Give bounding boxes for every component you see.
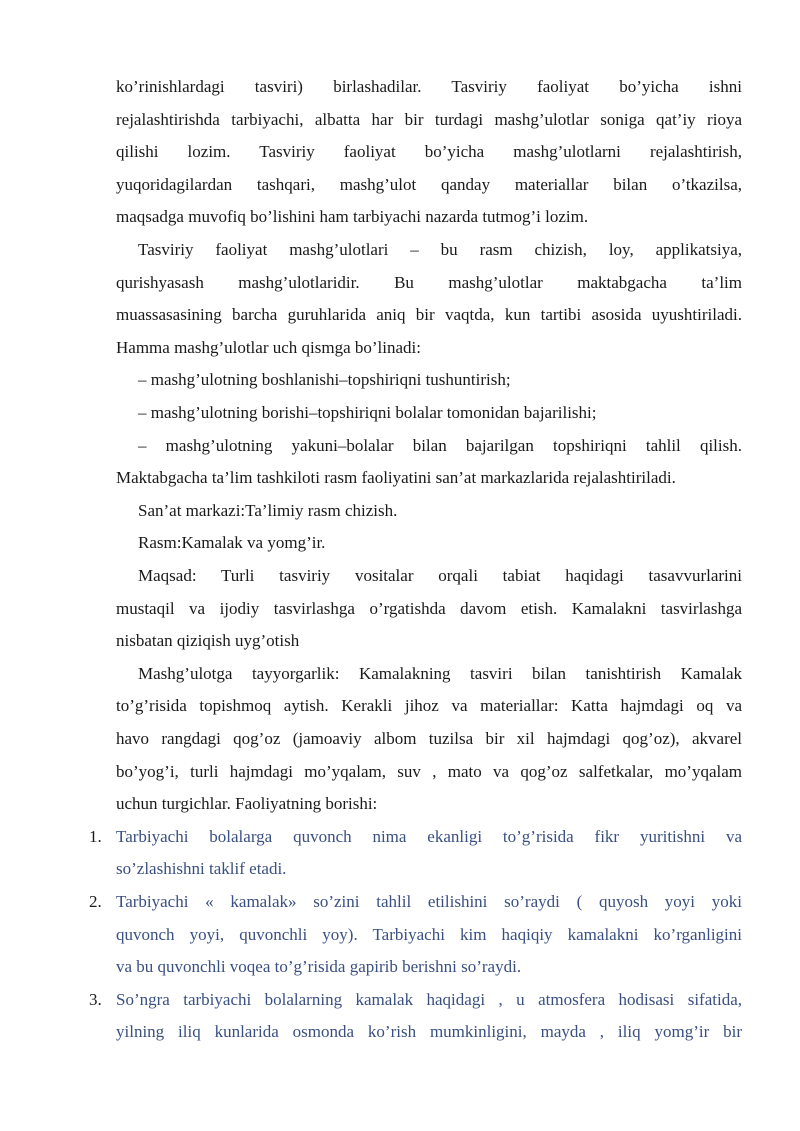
list-number: 3.	[89, 989, 102, 1009]
goal-line: Maqsad: Turli tasviriy vositalar orqali tabiat haqidagi tasavvurlarini	[138, 566, 742, 585]
preparation-line: havo rangdagi qog’oz (jamoaviy albom tuzilsa bir xil hajmdagi qog’oz), akvarel	[116, 729, 742, 748]
paragraph-line: muassasasining barcha guruhlarida aniq bir vaqtda, kun tartibi asosida uyushtiriladi.	[116, 305, 742, 325]
list-item-line: Tarbiyachi « kamalak» so’zini tahlil etilishini so’raydi ( quyosh yoyi yoki	[116, 892, 742, 911]
list-item-line: va bu quvonchli voqea to’g’risida gapirib berishni so’raydi.	[116, 957, 522, 977]
list-item-line: so’zlashishni taklif etadi.	[116, 859, 287, 879]
goal-line: mustaqil va ijodiy tasvirlashga o’rgatishda davom etish. Kamalakni tasvirlashga	[116, 598, 742, 618]
goal-line: nisbatan qiziqish uyg’otish	[116, 631, 300, 651]
list-number: 2.	[89, 892, 102, 911]
art-center-line: San’at markazi:Ta’limiy rasm chizish.	[138, 500, 398, 520]
paragraph-line: qurishyasash mashg’ulotlaridir. Bu mashg’ulotlar maktabgacha ta’lim	[116, 272, 742, 292]
dash-item: – mashg’ulotning borishi–topshiriqni bolalar tomonidan bajarilishi;	[138, 403, 597, 422]
paragraph-line: rejalashtirishda tarbiyachi, albatta har bir turdagi mashg’ulotlar soniga qat’iy rioya	[116, 109, 742, 129]
list-item-line: So’ngra tarbiyachi bolalarning kamalak haqidagi , u atmosfera hodisasi sifatida,	[116, 989, 742, 1009]
list-number: 1.	[89, 826, 102, 846]
preparation-line: bo’yog’i, turli hajmdagi mo’yqalam, suv , mato va qog’oz salfetkalar, mo’yqalam	[116, 761, 742, 781]
dash-item: – mashg’ulotning boshlanishi–topshiriqni tushuntirish;	[138, 370, 511, 390]
paragraph-line: Tasviriy faoliyat mashg’ulotlari – bu rasm chizish, loy, applikatsiya,	[138, 240, 742, 259]
preparation-line: to’g’risida topishmoq aytish. Kerakli jihoz va materiallar: Katta hajmdagi oq va	[116, 696, 742, 716]
drawing-topic-line: Rasm:Kamalak va yomg’ir.	[138, 533, 326, 553]
paragraph-line: ko’rinishlardagi tasviri) birlashadilar. Tasviriy faoliyat bo’yicha ishni	[116, 77, 742, 96]
list-item-line: Tarbiyachi bolalarga quvonch nima ekanligi to’g’risida fikr yuritishni va	[116, 826, 742, 846]
paragraph-line: Maktabgacha ta’lim tashkiloti rasm faoliyatini san’at markazlarida rejalashtiriladi.	[116, 468, 676, 488]
paragraph-line: yuqoridagilardan tashqari, mashg’ulot qanday materiallar bilan o’tkazilsa,	[116, 174, 742, 194]
dash-item: – mashg’ulotning yakuni–bolalar bilan bajarilgan topshiriqni tahlil qilish.	[138, 435, 742, 455]
preparation-line: Mashg’ulotga tayyorgarlik: Kamalakning tasviri bilan tanishtirish Kamalak	[138, 663, 742, 683]
paragraph-line: qilishi lozim. Tasviriy faoliyat bo’yicha mashg’ulotlarni rejalashtirish,	[116, 142, 742, 162]
paragraph-line: Hamma mashg’ulotlar uch qismga bo’linadi:	[116, 337, 421, 357]
paragraph-line: maqsadga muvofiq bo’lishini ham tarbiyachi nazarda tutmog’i lozim.	[116, 207, 589, 227]
list-item-line: quvonch yoyi, quvonchli yoy). Tarbiyachi kim haqiqiy kamalakni ko’rganligini	[116, 924, 742, 944]
list-item-line: yilning iliq kunlarida osmonda ko’rish mumkinligini, mayda , iliq yomg’ir bir	[116, 1022, 742, 1042]
preparation-line: uchun turgichlar. Faoliyatning borishi:	[116, 794, 378, 814]
